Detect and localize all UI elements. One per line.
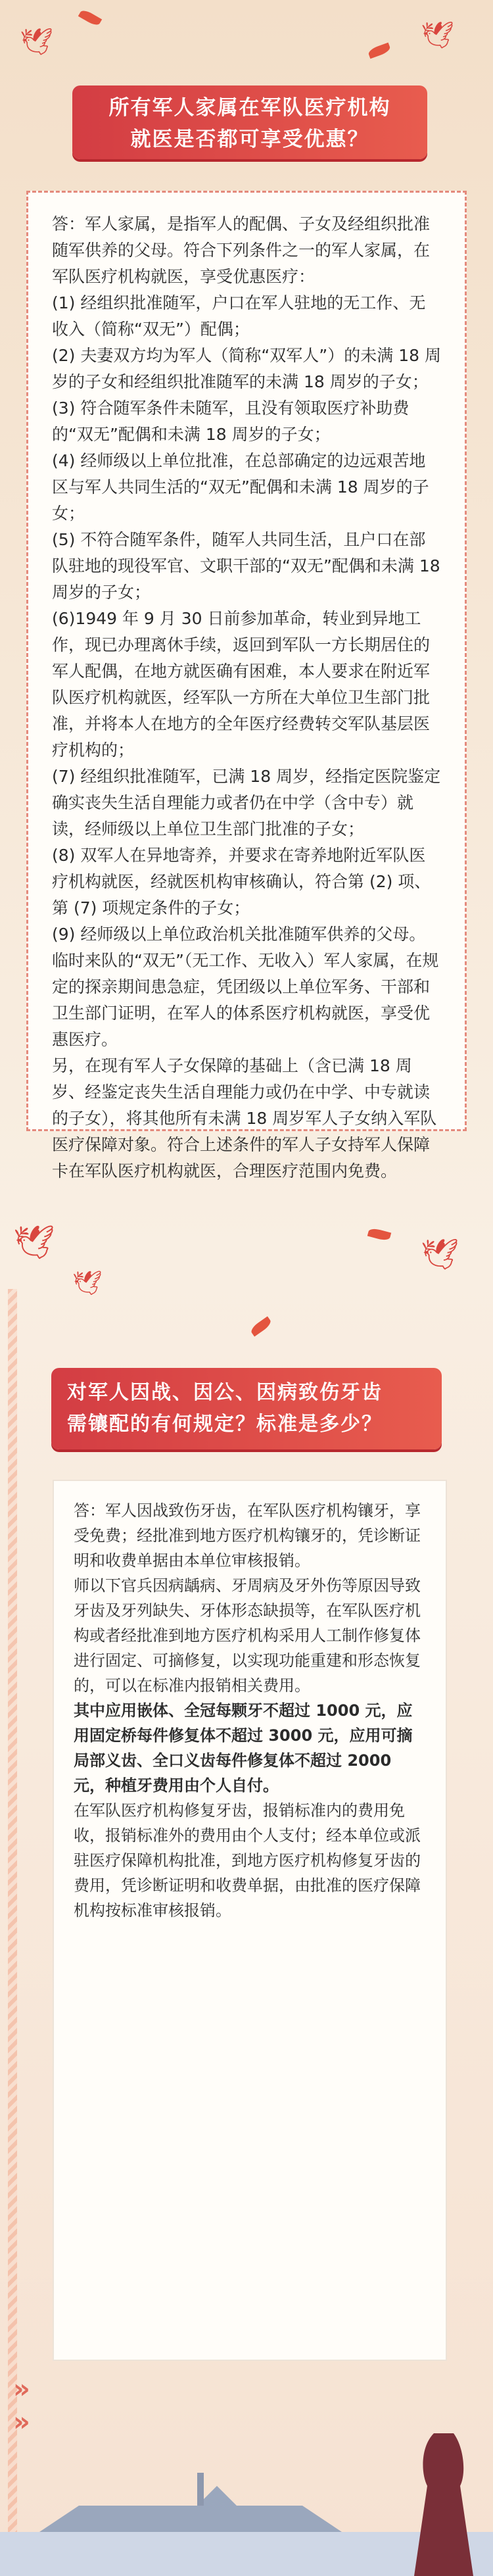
dove-icon: 🕊 (72, 1270, 103, 1297)
section2-title (51, 1368, 442, 1449)
warship-icon (39, 2486, 342, 2532)
section1-body (52, 211, 441, 1184)
section1-title-line2: 就医是否都可享受优惠？ (130, 128, 369, 151)
section2-title-line2: 需镶配的有何规定？标准是多少？ (67, 1413, 383, 1436)
repair-paragraph: 师以下官兵因病龋病、牙周病及牙外伤等原因导致牙齿及牙列缺失、牙体形态缺损等，在军队医疗机构或者经批准到地方医疗机构采用人工制作修复体进行固定、可摘修复，以实现功能重建和形态恢复的，可以在标准内报销相关费用。 (74, 1576, 421, 1695)
reimbursement-paragraph: 在军队医疗机构修复牙齿，报销标准内的费用免收，报销标准外的费用由个人支付；经本单位或派驻医疗保障机构批准，到地方医疗机构修复牙齿的费用，凭诊断证明和收费单据，由批准的医疗保障机构按标准审核报销。 (74, 1801, 421, 1920)
condition-item: (7) 经组织批准随军，已满 18 周岁，经指定医院鉴定确实丧失生活自理能力或者仍在中学（含中专）就读，经师级以上单位卫生部门批准的子女； (52, 767, 441, 838)
standard-paragraph: 其中应用嵌体、全冠每颗牙不超过 1000 元，应用固定桥每件修复体不超过 3000 元，应用可摘局部义齿、全口义齿每件修复体不超过 2000 元，种植牙费用由个人自付。 (74, 1701, 413, 1795)
ship-mast (197, 2473, 204, 2506)
section2-title-line1: 对军人因战、因公、因病致伤牙齿 (67, 1381, 383, 1404)
condition-item: (4) 经师级以上单位批准，在总部确定的边远艰苦地区与军人共同生活的“双无”配偶和未满 18 周岁的子女； (52, 451, 429, 523)
chevron-decoration: » (13, 2374, 30, 2404)
section2-card (53, 1480, 447, 2361)
condition-item: (3) 符合随军条件未随军，且没有领取医疗补助费的“双无”配偶和未满 18 周岁的子女； (52, 399, 410, 444)
condition-item: (6)1949 年 9 月 30 日前参加革命，转业到异地工作，现已办理离休手续，返回到军队一方长期居住的军人配偶，在地方就医确有困难，本人要求在附近军队医疗机构就医，经军队一方所在大单位卫生部门批准，并将本人在地方的全年医疗经费转交军队基层医疗机构的； (52, 609, 431, 760)
dove-icon: 🕊 (20, 27, 53, 57)
chevron-decoration: » (13, 2407, 30, 2437)
bottom-scene (0, 2433, 493, 2576)
section1-title (72, 85, 427, 159)
section2-body (74, 1498, 426, 1923)
dove-icon: 🕊 (13, 1223, 55, 1261)
section1-card (26, 191, 467, 1180)
condition-item: (8) 双军人在异地寄养，并要求在寄养地附近军队医疗机构就医，经就医机构审核确认，符合第 (2) 项、第 (7) 项规定条件的子女； (52, 846, 431, 917)
section1-title-line1: 所有军人家属在军队医疗机构 (108, 96, 391, 120)
decorative-stripe (8, 1289, 17, 2539)
supplement-paragraph: 另，在现有军人子女保障的基础上（含已满 18 周岁、经鉴定丧失生活自理能力或仍在中学、中专就读的子女），将其他所有未满 18 周岁军人子女纳入军队医疗保障对象。符合上述条件的军人子女持军人保障卡在军队医疗机构就医，合理医疗范围内免费。 (52, 1056, 437, 1180)
condition-item: (2) 夫妻双方均为军人（简称“双军人”）的未满 18 周岁的子女和经组织批准随军的未满 18 周岁的子女； (52, 346, 441, 391)
answer-paragraph: 答：军人家属，是指军人的配偶、子女及经组织批准随军供养的父母。符合下列条件之一的军人家属，在军队医疗机构就医，享受优惠医疗： (52, 214, 431, 286)
condition-item: (1) 经组织批准随军，户口在军人驻地的无工作、无收入（简称“双无”）配偶； (52, 293, 426, 339)
condition-item: (5) 不符合随军条件，随军人共同生活，且户口在部队驻地的现役军官、文职干部的“双无”配偶和未满 18 周岁的子女； (52, 530, 440, 602)
dove-icon: 🕊 (421, 1236, 459, 1272)
soldier-silhouette-icon (414, 2433, 473, 2576)
dove-icon: 🕊 (421, 20, 454, 51)
answer-paragraph: 答：军人因战致伤牙齿，在军队医疗机构镶牙，享受免费；经批准到地方医疗机构镶牙的，凭诊断证明和收费单据由本单位审核报销。 (74, 1501, 421, 1570)
condition-item: (9) 经师级以上单位政治机关批准随军供养的父母。临时来队的“双无”（无工作、无收入）军人家属，在规定的探亲期间患急症，凭团级以上单位军务、干部和卫生部门证明，在军人的体系医疗机构就医，享受优惠医疗。 (52, 925, 439, 1049)
